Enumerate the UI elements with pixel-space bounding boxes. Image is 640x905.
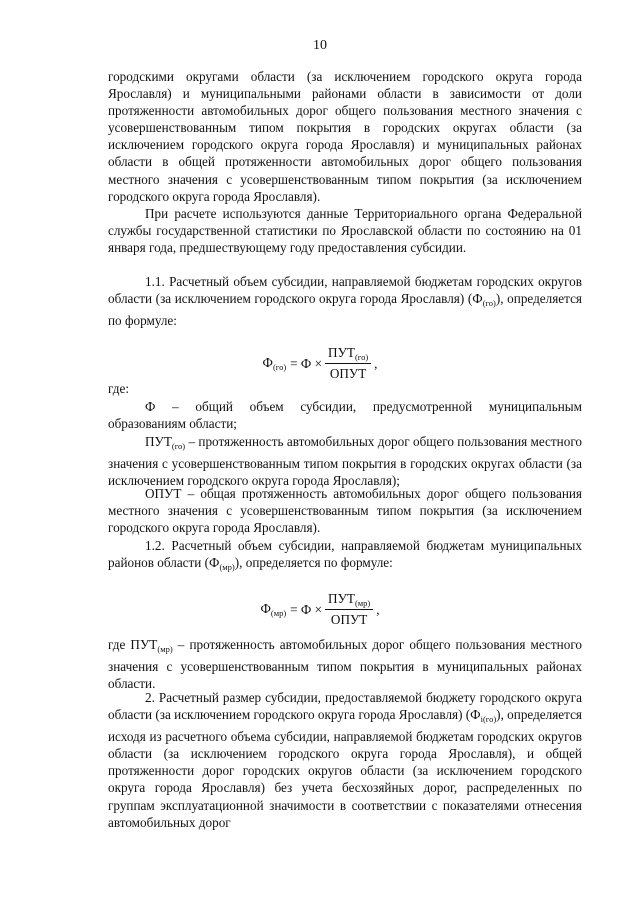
definition-put-mr: где $ПУТ_{(мр)}$ – протяженность автомобильных дорог общего пользования местного значения с усовершенствованным типом покрытия в муниципальных районах области.	[108, 637, 583, 692]
formula-go-numerator: $ПУТ_{(го)}$	[325, 345, 371, 364]
definition-oput: ОПУТ – общая протяженность автомобильных дорог общего пользования местного значения с усовершенствованным типом покрытия (за исключением городского округа города Ярославля).	[108, 486, 582, 536]
formula-go-fraction	[325, 345, 371, 382]
formula-mr	[0, 591, 640, 628]
clause-2-paragraph: 2. Расчетный размер субсидии, предоставляемой бюджету городского округа области (за исключением городского округа города Ярославля) $(Ф_{i(го)})$, определяется исходя из расчетного объема субсидии, направляемой бюджетам городских округов области (за исключением городского округа города Ярославля), и общей протяженности дорог городских округов области (за исключением городского округа города Ярославля) без учета бесхозяйных дорог, распределенных по группам эксплуатационной значимости в соответствии с показателями отнесения автомобильных дорог	[108, 690, 582, 830]
formula-mr-denominator: ОПУТ	[330, 612, 368, 627]
stats-paragraph: При расчете используются данные Территориального органа Федеральной службы государственной статистики по Ярославской области по состоянию на 01 января года, предшествующему году предоставления субсидии.	[108, 206, 582, 256]
formula-mr-comma: ,	[376, 601, 380, 617]
clause-1-2-paragraph: 1.2. Расчетный объем субсидии, направляемой бюджетам муниципальных районов области $(Ф_{(мр)})$, определяется по формуле:	[108, 538, 582, 573]
clause-1-1-text: 1.1. Расчетный объем субсидии, направляемой бюджетам городских округов области (за исключением городского округа города Ярославля) (Ф	[108, 274, 582, 307]
formula-mr-eq: = Ф ×	[290, 601, 323, 617]
definition-put-go: $ПУТ_{(го)}$ – протяженность автомобильных дорог общего пользования местного значения с усовершенствованным типом покрытия в городских округах области (за исключением городского округа города Ярославля);	[108, 434, 582, 489]
formula-go-eq: = Ф ×	[290, 355, 323, 371]
formula-go-lhs: $Ф_{(го)}$	[262, 355, 287, 372]
formula-go-denominator: ОПУТ	[329, 366, 367, 381]
clause-1-1-paragraph	[108, 273, 582, 329]
formula-go-comma: ,	[374, 355, 378, 371]
clause-1-1-tail: ), определяется по формуле:	[108, 291, 582, 329]
definition-f: Ф – общий объем субсидии, предусмотренной муниципальным образованиям области;	[108, 399, 582, 432]
page-number: 10	[313, 38, 327, 53]
clause-1-1-subscript: (го)	[482, 298, 496, 309]
formula-mr-lhs: $Ф_{(мр)}$	[260, 601, 287, 618]
formula-mr-fraction	[325, 591, 373, 628]
where-label: где:	[108, 381, 129, 396]
intro-paragraph: городскими округами области (за исключением городского округа города Ярославля) и муниципальными районами области в зависимости от доли протяженности автомобильных дорог общего пользования местного значения с усовершенствованным типом покрытия в городских округах области (за исключением городского округа города Ярославля) и муниципальных районах области в общей протяженности автомобильных дорог общего пользования местного значения с усовершенствованным типом покрытия (за исключением городского округа города Ярославля).	[108, 69, 582, 204]
formula-mr-numerator: $ПУТ_{(мр)}$	[325, 591, 373, 610]
formula-go	[0, 345, 640, 382]
